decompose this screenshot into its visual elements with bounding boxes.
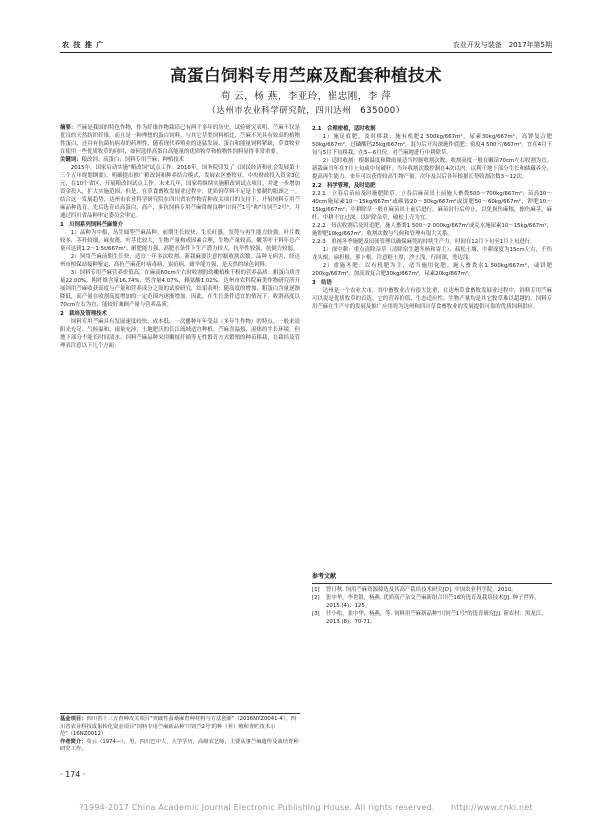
subsection-2-2-3: 2.2.3 重视冬季施肥及田间管理以确保麻蔸的持续生产力。时间在12月下旬至1月上旬进行。 [312, 239, 536, 245]
article-authors: 苟 云，杨 燕，李亚玲，崔忠刚，李 萍 [220, 91, 392, 102]
body-paragraph: 1）施足底肥，及时移栽：施有机肥2 500kg/667m²，尿素30kg/667m²，高钾复合肥50kg/667m²，过磷酸钙25kg/667m²，混匀后开沟深施作底肥；密度4 500穴/667m²。宜在4月下旬与5月下旬移栽，在5—6月份，对苎麻地进行中耕除草。 [312, 134, 552, 156]
footnote [60, 716, 300, 754]
section-heading-2-2: 2.2 科学管理，及时追肥 [312, 183, 376, 189]
author-bio-label: 作者简介： [60, 738, 87, 745]
reference-number: [2] [312, 595, 320, 602]
abstract-label: 摘要： [60, 125, 77, 131]
left-column [60, 124, 300, 350]
section-heading-2-1: 2.1 合理密植，适时收割 [312, 126, 376, 132]
body-paragraph: 1）深中耕：重点清除杂草（清除宿生越冬杨和寄主）、疏松土壤，中耕深度为15cm左右，不伤龙头根、扁担根、萝卜根，注意畦土厚，沙土浅，行间深，蔸边浅。 [312, 247, 552, 261]
page-number: · 174 · [60, 770, 86, 779]
reference-item [312, 595, 552, 610]
section-header: 农 技 推 广 [62, 41, 105, 49]
article-title: 高蛋白饲料专用苎麻及配套种植技术 [170, 66, 442, 85]
reference-text: 任小松，张中华，杨燕，等. 饲料用苎麻新品种"川饲苎1号"的选育研究[J]. 新农村：黑龙江，2013.(8)：70-71。 [326, 611, 547, 625]
fund-note [60, 716, 300, 739]
abstract [60, 124, 300, 156]
abstract-text: 苎麻是我国的特色作物，作为纤维作物栽培已有两千多年的历史。试验研究表明，苎麻不仅是优良的天然纺织纤维，而且是一种理想的蛋白饲料。与其它草类饲料相比，苎麻不光具有较高的植物性蛋白，还具有抗菌抗病毒的药理性，随着现代养殖业的迅猛发展，蛋白和能量饲料紧缺，草食牧业在使用一些优质牧草的同时，如何选择高蛋白高能量的优质牧草和植物性饲料显得非常重要。 [60, 125, 300, 155]
references-rule [312, 583, 552, 584]
reference-text: 张中华，李世银，杨燕. 优质高产杂交苎麻新组合川苎16的选育及栽培技术[J]. 种子世界，2015.(4)：125。 [326, 595, 540, 609]
body-paragraph: 2）饲用苎麻前期生长快，适宜一年多次收割，新栽麻要注意控制收割次数。品种无病害，经达州市植保站接种鉴定，高抗苎麻花叶病毒病、炭疽病，耐旱能力强，是天然的绿色饲料。 [60, 254, 300, 268]
fund-label: 基金项目： [60, 716, 87, 722]
keywords [60, 156, 300, 164]
conclusion-paragraph: 达州是一个农业大市，其中畜牧业占有很大比重，在达州草食畜牧发展业过程中，饲料专用苎麻可以说是优质牧草的首选。它的营养价值、生态适应性、生物产量均是其它牧草难以超越的。饲料专用苎麻在生产中的发展及推广应用将为达州和四川草食畜牧业的发展提供可靠的优质饲料供应。 [312, 288, 552, 310]
section-heading-1: 1 川饲系列饲料苎麻简介 [60, 222, 124, 228]
body-paragraph: 1）品种为中根、丛生圆型苎麻品种。前期生长较快、生长旺盛，发蔸与再生能力较强。叶片数较多，茎秆较细，麻皮薄，叶茎比较大，生物产量构成因素合理，生物产量较高，嫩茎叶干料年总产量可达到1.2～1.5t/667m²。耐肥能力强，高肥水条件下生产潜力较大，抗旱性较强，抗倒力较弱。 [60, 230, 300, 252]
author-bio-text: 苟云（1974—），男，四川巴中人，大学学历，高级农艺师，主要从事苎麻遗传及栽培育种研究工作。 [60, 738, 299, 753]
footnote-rule [60, 713, 300, 714]
author-affiliation: （达州市农业科学研究院，四川达州 635000） [207, 106, 405, 116]
body-paragraph: 2）重施冬肥：以有机肥为主，适当施用化肥。施人畜粪水1 500kg/667m²，或饼肥200kg/667m²，加高效复合肥30kg/667m²，尿素20kg/667m²。 [312, 263, 552, 277]
section-heading-3: 3 结语 [312, 280, 332, 286]
journal-issue-header: 农业开发与装备 2017年第5期 [452, 41, 552, 49]
subsection-2-2-1: 2.2.1 立春后苗前及时施肥除草。立春后麻苗出土前施人畜粪500～700kg/667m²；苗高30～40cm施尿素10～15kg/667m²或碳铵20～30kg/667m²或饼肥50～60kg/667m²，钾肥10～15kg/667m²；中耕除草一般在麻苗出土前后进行，麻苗封行后停止，以免损伤麻根，擦伤麻茎，麻叶。中耕不宜过深，以铲除杂草，破松土壳为宜。 [312, 191, 552, 221]
section-heading-2: 2 栽培及管理技术 [60, 311, 107, 317]
reference-number: [3] [312, 611, 320, 618]
subsection-2-2-2: 2.2.2 每次收割后及时追肥，施人畜粪1 500～2 000kg/667m²或兑水施尿素10～15kg/667m²，施钾肥10kg/667m²。收割次数与气候和管理有很大关系。 [312, 223, 552, 237]
reference-text: 曾日秋. 饲用苎麻资源筛选及其高产栽培技术研究[D]. 中国农业科学院，2010。 [326, 586, 517, 593]
keywords-label: 关键词： [60, 157, 82, 163]
body-paragraph: 2）适时收割：根据温度和降雨量适当控制收割次数，收割高度一般在嫩苗70cm左右收割为宜。新栽麻当年在7月上旬或中旬破秆，当年收割次数控制在4次以内，以利于地下部分生长和储藏养分，提高再生能力。来年可以获得较高生物产量。次年及以后各年根据长势收割次数3～12次。 [312, 158, 552, 180]
header-rule [60, 52, 552, 53]
keywords-text: 粮改饲；高蛋白；饲料专用苎麻；种植技术 [81, 157, 185, 163]
intro-paragraph: 2015年，国家启动实施"粮改饲"试点工作。2016年，国务院印发了《国民经济和社会发展第十三个五年规划纲要》，明确提出推广粮改饲和种养结合模式，发展农区畜牧业。中央财政投入资金3亿元，在10个省区，开展粮改饲试点工作。未来几年，国家将继续实施粮改饲试点项目，并进一步增加资金投入，扩大实施范围。但是，在草食畜牧发展业过程中，优质饲草料不足是主要制约瓶颈之一。结合这一发展趋势，达州市农业科学研究院在四川省农作物育种攻关项目的支持下，开展饲料专用苎麻品种选育，先后选育出高蛋白、高产、多抗饲料专用苎麻常规良种"川饲苎1号"和"川饲苎2号"，并通过四川省品种审定委员会审定。 [60, 165, 300, 219]
author-note [60, 739, 300, 754]
body-paragraph: 3）饲料专用苎麻营养价值高，在麻高60cm左右时收割的幼嫩植株干粉的营养品质：粗蛋白质含量22.00%，粗纤维含量16.74%，钙含量4.07%，赖氨酸1.02%。达州市农科院麻类作物研究所开展饲用苎麻收获高度与产量和营养成分之间的试验研究，结果表明：随高度的增加，粗蛋白含量逐渐降低，而产量在收割高度增加的一定范围内逐渐增加。因此，在生长条件适宜的情况下，收割高度以70cm左右为宜，能较好兼顾产量与营养品质。 [60, 270, 300, 308]
reference-item [312, 587, 552, 595]
references [312, 573, 552, 628]
copyright-footer: ?1994-2017 China Academic Journal Electronic Publishing House. All rights reserved. http://www.cnki.net [79, 803, 533, 812]
fund-text: 四川省十三五育种攻关项目"突破性蚕桑麻育种材料与方法创新"（2016NYZ0041-4），四川省农业科技成果转化资金项目"饲料专用苎麻新品种'川饲苎2号'的种（养）殖和青贮技术示范"（16NZ0012） [60, 716, 296, 738]
references-heading: 参考文献 [312, 573, 337, 580]
right-column [312, 124, 552, 311]
reference-item [312, 611, 552, 626]
body-paragraph: 饲料专用苎麻具有发展速度较快、成本低、一次播种年年受益（多年生作物）的特点。一般来说阳光充足、气候温和、雨量充沛，土地肥沃的长江流域适宜种植。苎麻喜温热、湿热的生长环境，但地下部分不能长时间渍水。饲料苎麻品种采用嫩枝扦插等无性繁育方式繁殖的种苗移栽，在栽培及管理表注意以下几个方面： [60, 319, 300, 349]
reference-number: [1] [312, 586, 320, 593]
